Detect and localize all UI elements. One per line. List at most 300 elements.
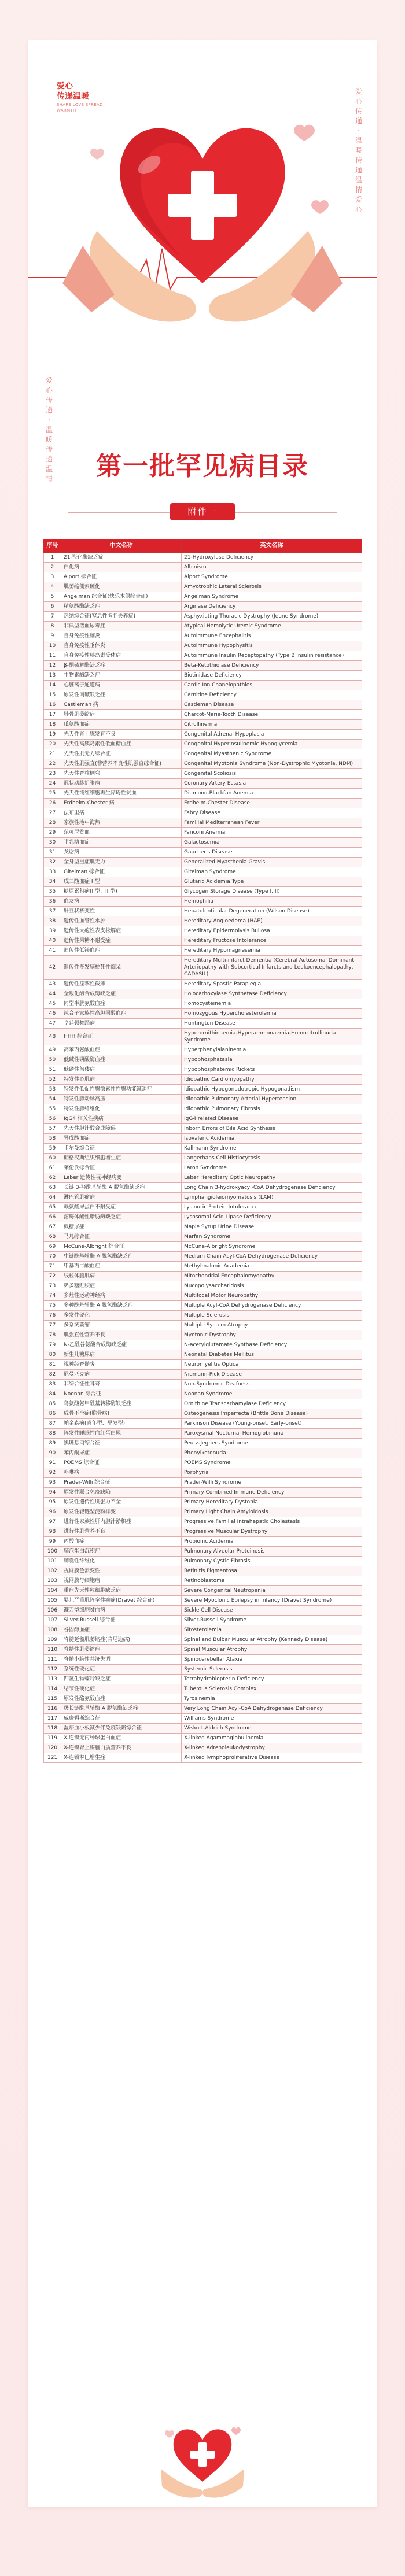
table-row [44, 1389, 362, 1399]
cell-english-name: Hyperphenylalaninemia [182, 1045, 362, 1055]
cell-number: 23 [44, 769, 61, 779]
cell-number: 9 [44, 631, 61, 641]
table-row [44, 838, 362, 848]
cell-number: 109 [44, 1635, 61, 1645]
cell-english-name: Phenylketonuria [182, 1448, 362, 1458]
cell-chinese-name: 自身免疫性垂体炎 [61, 641, 182, 651]
cell-chinese-name: 脊髓延髓肌萎缩症(肯尼迪病) [61, 1635, 182, 1645]
cell-english-name: Wiskott-Aldrich Syndrome [182, 1724, 362, 1734]
cell-chinese-name: 肺泡蛋白沉积症 [61, 1547, 182, 1557]
cell-number: 12 [44, 661, 61, 671]
cell-chinese-name: 枫糖尿症 [61, 1222, 182, 1232]
cell-english-name: N-acetylglutamate Synthase Deficiency [182, 1340, 362, 1350]
cell-english-name: Glycogen Storage Disease (Type I, II) [182, 887, 362, 897]
cell-chinese-name: 全身型重症肌无力 [61, 858, 182, 867]
cell-number: 11 [44, 651, 61, 661]
table-row [44, 1340, 362, 1350]
cell-chinese-name: 先天性高胰岛素性低血糖血症 [61, 740, 182, 749]
cell-number: 1 [44, 553, 61, 563]
cell-chinese-name: 高苯丙氨酸血症 [61, 1045, 182, 1055]
cell-chinese-name: McCune-Albright 综合征 [61, 1242, 182, 1252]
table-row [44, 848, 362, 858]
cell-english-name: Biotinidase Deficiency [182, 671, 362, 681]
cell-chinese-name: HHH 综合征 [61, 1029, 182, 1045]
attachment-tag: 附件一 [170, 503, 235, 520]
cell-number: 84 [44, 1389, 61, 1399]
table-row [44, 1232, 362, 1242]
cell-english-name: Multiple Sclerosis [182, 1311, 362, 1321]
table-row [44, 1055, 362, 1065]
cell-chinese-name: 结节性硬化症 [61, 1684, 182, 1694]
cell-chinese-name: 家族性地中海热 [61, 818, 182, 828]
cell-english-name: X-linked lymphoproliferative Disease [182, 1753, 362, 1763]
cell-english-name: Homocysteinemia [182, 999, 362, 1009]
cell-number: 93 [44, 1478, 61, 1488]
cell-chinese-name: 心脏离子通道病 [61, 681, 182, 690]
cell-english-name: Noonan Syndrome [182, 1389, 362, 1399]
cell-english-name: Idiopathic Pulmonary Arterial Hypertension [182, 1095, 362, 1104]
cell-number: 31 [44, 848, 61, 858]
cell-chinese-name: 苯丙酮尿症 [61, 1448, 182, 1458]
cell-chinese-name: 纯合子家族性高胆固醇血症 [61, 1009, 182, 1019]
cell-number: 96 [44, 1507, 61, 1517]
cell-number: 112 [44, 1665, 61, 1675]
cell-number: 66 [44, 1213, 61, 1222]
table-row [44, 740, 362, 749]
cell-english-name: Hereditary Hypomagnesemia [182, 946, 362, 956]
table-row [44, 1419, 362, 1429]
table-row [44, 1527, 362, 1537]
cell-number: 91 [44, 1458, 61, 1468]
cell-number: 72 [44, 1272, 61, 1281]
cell-chinese-name: Alport 综合征 [61, 572, 182, 582]
table-row [44, 1095, 362, 1104]
cell-chinese-name: 多种酰基辅酶 A 脱氢酶缺乏症 [61, 1301, 182, 1311]
cell-number: 76 [44, 1311, 61, 1321]
cell-number: 117 [44, 1714, 61, 1724]
cell-english-name: Tuberous Sclerosis Complex [182, 1684, 362, 1694]
cell-number: 90 [44, 1448, 61, 1458]
cell-chinese-name: 热纳综合征(窒息性胸腔失养症) [61, 612, 182, 622]
cell-english-name: Laron Syndrome [182, 1163, 362, 1173]
cell-number: 65 [44, 1203, 61, 1213]
cell-english-name: Mitochondrial Encephalomyopathy [182, 1272, 362, 1281]
cell-english-name: Tyrosinemia [182, 1694, 362, 1704]
header-english-name: 英文名称 [182, 539, 362, 553]
cell-chinese-name: X-连锁淋巴增生症 [61, 1753, 182, 1763]
cell-number: 28 [44, 818, 61, 828]
cell-number: 25 [44, 789, 61, 799]
cell-chinese-name: 遗传性果糖不耐受症 [61, 936, 182, 946]
cell-number: 6 [44, 602, 61, 612]
table-row [44, 1478, 362, 1488]
cell-english-name: Peutz-Jeghers Syndrome [182, 1439, 362, 1448]
cell-english-name: Ornithine Transcarbamylase Deficiency [182, 1399, 362, 1409]
cell-number: 68 [44, 1232, 61, 1242]
table-row [44, 867, 362, 877]
cell-chinese-name: 婴儿严重肌阵挛性癫痫(Dravet 综合征) [61, 1596, 182, 1606]
cell-english-name: 21-Hydroxylase Deficiency [182, 553, 362, 563]
cell-chinese-name: 阵发性睡眠性血红蛋白尿 [61, 1429, 182, 1439]
table-row [44, 1625, 362, 1635]
cell-english-name: Albinism [182, 563, 362, 572]
cell-english-name: Congenital Scoliosis [182, 769, 362, 779]
table-row [44, 1665, 362, 1675]
table-row [44, 1409, 362, 1419]
disease-table-wrapper [43, 539, 362, 1763]
cell-number: 38 [44, 916, 61, 926]
table-row [44, 1439, 362, 1448]
cell-english-name: Congenital Hyperinsulinemic Hypoglycemia [182, 740, 362, 749]
table-row [44, 1557, 362, 1566]
cell-english-name: Medium Chain Acyl-CoA Dehydrogenase Deficiency [182, 1252, 362, 1262]
table-row [44, 631, 362, 641]
cell-english-name: Hypophosphatemic Rickets [182, 1065, 362, 1075]
cell-number: 47 [44, 1019, 61, 1029]
table-row [44, 858, 362, 867]
cell-english-name: Isovaleric Acidemia [182, 1134, 362, 1144]
cell-chinese-name: 肺囊性纤维化 [61, 1557, 182, 1566]
cell-english-name: Pulmonary Alveolar Proteinosis [182, 1547, 362, 1557]
table-row [44, 1173, 362, 1183]
cell-number: 69 [44, 1242, 61, 1252]
cell-chinese-name: 多发性硬化 [61, 1311, 182, 1321]
cell-chinese-name: 自身免疫性胰岛素受体病 [61, 651, 182, 661]
table-row [44, 1684, 362, 1694]
cell-english-name: Retinoblastoma [182, 1576, 362, 1586]
table-row [44, 1566, 362, 1576]
table-row [44, 1507, 362, 1517]
table-row [44, 1154, 362, 1163]
cell-chinese-name: 视神经脊髓炎 [61, 1360, 182, 1370]
cell-chinese-name: 卡尔曼综合征 [61, 1144, 182, 1154]
cell-chinese-name: 溶酶体酸性脂肪酶缺乏症 [61, 1213, 182, 1222]
footer-illustration [28, 2405, 377, 2507]
cell-chinese-name: 非综合征性耳聋 [61, 1380, 182, 1389]
cell-chinese-name: 尼曼匹克病 [61, 1370, 182, 1380]
table-row [44, 1724, 362, 1734]
cell-english-name: Sitosterolemia [182, 1625, 362, 1635]
cell-number: 29 [44, 828, 61, 838]
table-row [44, 700, 362, 710]
table-row [44, 1380, 362, 1389]
table-row [44, 926, 362, 936]
cell-chinese-name: 卟啉病 [61, 1468, 182, 1478]
cell-chinese-name: 肌强直性营养不良 [61, 1330, 182, 1340]
cell-english-name: Hereditary Fructose Intolerance [182, 936, 362, 946]
cell-english-name: Kallmann Syndrome [182, 1144, 362, 1154]
cell-chinese-name: 湿疹血小板减少伴免疫缺陷综合征 [61, 1724, 182, 1734]
cell-english-name: Hepatolenticular Degeneration (Wilson Disease) [182, 907, 362, 916]
table-row [44, 563, 362, 572]
cell-chinese-name: Leber 遗传性视神经病变 [61, 1173, 182, 1183]
cell-english-name: Angelman Syndrome [182, 592, 362, 602]
cell-chinese-name: 谷固醇血症 [61, 1625, 182, 1635]
table-row [44, 916, 362, 926]
cell-chinese-name: 范可尼贫血 [61, 828, 182, 838]
table-row [44, 1517, 362, 1527]
cell-chinese-name: β-酮硫解酶缺乏症 [61, 661, 182, 671]
cell-number: 97 [44, 1517, 61, 1527]
cell-english-name: Idiopathic Hypogonadotropic Hypogonadism [182, 1085, 362, 1095]
cell-english-name: Carnitine Deficiency [182, 690, 362, 700]
table-row [44, 1114, 362, 1124]
table-row [44, 1134, 362, 1144]
cell-english-name: Gaucher's Disease [182, 848, 362, 858]
cell-number: 30 [44, 838, 61, 848]
cell-english-name: Autoimmune Insulin Receptopathy (Type B insulin resistance) [182, 651, 362, 661]
cell-english-name: Mucopolysaccharidosis [182, 1281, 362, 1291]
cell-number: 54 [44, 1095, 61, 1104]
cell-english-name: Systemic Sclerosis [182, 1665, 362, 1675]
table-row [44, 730, 362, 740]
vertical-slogan-right: 爱 心 传 递 · 温 暖 传 递 温 情 爱 心 [355, 87, 362, 213]
cell-chinese-name: 非典型溶血尿毒症 [61, 622, 182, 631]
cell-chinese-name: 肝豆状核变性 [61, 907, 182, 916]
cell-chinese-name: 原发性酪氨酸血症 [61, 1694, 182, 1704]
cell-english-name: Neuromyelitis Optica [182, 1360, 362, 1370]
cell-number: 8 [44, 622, 61, 631]
cell-number: 34 [44, 877, 61, 887]
table-row [44, 1458, 362, 1468]
cell-english-name: Primary Hereditary Dystonia [182, 1498, 362, 1507]
cell-number: 118 [44, 1724, 61, 1734]
cell-chinese-name: Silver-Russell 综合征 [61, 1616, 182, 1625]
table-row [44, 622, 362, 631]
table-row [44, 1104, 362, 1114]
table-row [44, 690, 362, 700]
cell-number: 42 [44, 956, 61, 980]
cell-english-name: Gitelman Syndrome [182, 867, 362, 877]
cell-number: 103 [44, 1576, 61, 1586]
cell-english-name: Myotonic Dystrophy [182, 1330, 362, 1340]
cell-chinese-name: 异戊酸血症 [61, 1134, 182, 1144]
cell-chinese-name: 特发性低促性腺激素性性腺功能减退症 [61, 1085, 182, 1095]
cell-chinese-name: 戊二酸血症 I 型 [61, 877, 182, 887]
cell-english-name: X-linked Agammaglobulinemia [182, 1734, 362, 1743]
cell-english-name: Charcot-Marie-Tooth Disease [182, 710, 362, 720]
table-row [44, 1596, 362, 1606]
table-row [44, 818, 362, 828]
cell-chinese-name: 进行性家族性肝内胆汁淤积症 [61, 1517, 182, 1527]
slogan-en: SHARE LOVE SPREAD WARMTH [57, 102, 103, 113]
cell-english-name: Fabry Disease [182, 808, 362, 818]
cell-number: 119 [44, 1734, 61, 1743]
cell-number: 77 [44, 1321, 61, 1330]
cell-chinese-name: 21-羟化酶缺乏症 [61, 553, 182, 563]
cell-number: 94 [44, 1488, 61, 1498]
table-row [44, 1213, 362, 1222]
cell-number: 78 [44, 1330, 61, 1340]
cell-chinese-name: 先天性纯红细胞再生障碍性贫血 [61, 789, 182, 799]
rare-disease-table [43, 539, 362, 1763]
table-row [44, 720, 362, 730]
cell-english-name: Beta-Ketothiolase Deficiency [182, 661, 362, 671]
cell-chinese-name: 帕金森病(青年型、早发型) [61, 1419, 182, 1429]
cell-chinese-name: 低碱性磷酸酶血症 [61, 1055, 182, 1065]
table-row [44, 1242, 362, 1252]
cell-english-name: Primary Light Chain Amyloidosis [182, 1507, 362, 1517]
cell-english-name: Arginase Deficiency [182, 602, 362, 612]
cell-chinese-name: 白化病 [61, 563, 182, 572]
table-row [44, 1009, 362, 1019]
cell-chinese-name: 原发性联合免疫缺陷 [61, 1488, 182, 1498]
cell-number: 10 [44, 641, 61, 651]
cell-chinese-name: 镰刀型细胞贫血病 [61, 1606, 182, 1616]
table-row [44, 612, 362, 622]
cell-english-name: Maple Syrup Urine Disease [182, 1222, 362, 1232]
cell-english-name: Homozygous Hypercholesterolemia [182, 1009, 362, 1019]
cell-number: 18 [44, 720, 61, 730]
table-row [44, 1144, 362, 1154]
cell-english-name: Coronary Artery Ectasia [182, 779, 362, 789]
table-row [44, 1704, 362, 1714]
cell-number: 27 [44, 808, 61, 818]
table-row [44, 553, 362, 563]
cell-chinese-name: 淋巴管肌瘤病 [61, 1193, 182, 1203]
cell-chinese-name: 遗传性痉挛性截瘫 [61, 980, 182, 989]
table-row [44, 681, 362, 690]
cell-english-name: Sickle Cell Disease [182, 1606, 362, 1616]
cell-english-name: Williams Syndrome [182, 1714, 362, 1724]
cell-chinese-name: 先天性肌强直(非营养不良性肌强直综合征) [61, 759, 182, 769]
table-row [44, 936, 362, 946]
cell-english-name: Prader-Willi Syndrome [182, 1478, 362, 1488]
vertical-slogan-left: 爱 心 传 递 · 温 暖 传 递 温 情 [45, 376, 53, 483]
cell-number: 7 [44, 612, 61, 622]
table-row [44, 1743, 362, 1753]
cell-english-name: Leber Hereditary Optic Neuropathy [182, 1173, 362, 1183]
cell-chinese-name: 视网膜母细胞瘤 [61, 1576, 182, 1586]
table-row [44, 592, 362, 602]
cell-english-name: Progressive Muscular Dystrophy [182, 1527, 362, 1537]
cell-chinese-name: Prader-Willi 综合征 [61, 1478, 182, 1488]
table-row [44, 572, 362, 582]
table-row [44, 1019, 362, 1029]
cell-number: 55 [44, 1104, 61, 1114]
cell-number: 19 [44, 730, 61, 740]
cell-chinese-name: 腓骨肌萎缩症 [61, 710, 182, 720]
cell-number: 2 [44, 563, 61, 572]
cell-english-name: Langerhans Cell Histiocytosis [182, 1154, 362, 1163]
table-row [44, 661, 362, 671]
cell-chinese-name: 全羧化酶合成酶缺乏症 [61, 989, 182, 999]
cell-number: 40 [44, 936, 61, 946]
cell-number: 22 [44, 759, 61, 769]
table-row [44, 1586, 362, 1596]
cell-english-name: Niemann-Pick Disease [182, 1370, 362, 1380]
cell-number: 56 [44, 1114, 61, 1124]
cell-number: 121 [44, 1753, 61, 1763]
cell-english-name: Fanconi Anemia [182, 828, 362, 838]
cell-number: 15 [44, 690, 61, 700]
cell-number: 98 [44, 1527, 61, 1537]
cell-chinese-name: 同型半胱氨酸血症 [61, 999, 182, 1009]
cell-number: 62 [44, 1173, 61, 1183]
cell-english-name: Hypophosphatasia [182, 1055, 362, 1065]
cell-chinese-name: 鸟氨酸氨甲酰基转移酶缺乏症 [61, 1399, 182, 1409]
cell-english-name: Spinal Muscular Atrophy [182, 1645, 362, 1655]
cell-english-name: Lysinuric Protein Intolerance [182, 1203, 362, 1213]
cell-english-name: Galactosemia [182, 838, 362, 848]
table-row [44, 1085, 362, 1095]
cell-english-name: Idiopathic Cardiomyopathy [182, 1075, 362, 1085]
cell-number: 85 [44, 1399, 61, 1409]
cell-number: 67 [44, 1222, 61, 1232]
cell-chinese-name: 遗传性血管性水肿 [61, 916, 182, 926]
cell-english-name: Paroxysmal Nocturnal Hemoglobinuria [182, 1429, 362, 1439]
cell-chinese-name: 法布里病 [61, 808, 182, 818]
cell-number: 101 [44, 1557, 61, 1566]
cell-chinese-name: 先天性肌无力综合征 [61, 749, 182, 759]
cell-number: 20 [44, 740, 61, 749]
table-row [44, 1321, 362, 1330]
cell-english-name: McCune-Albright Syndrome [182, 1242, 362, 1252]
cell-english-name: Retinitis Pigmentosa [182, 1566, 362, 1576]
table-row [44, 1547, 362, 1557]
cell-chinese-name: Angelman 综合征(快乐木偶综合征) [61, 592, 182, 602]
table-row [44, 1734, 362, 1743]
cell-english-name: Very Long Chain Acyl-CoA Dehydrogenase Deficiency [182, 1704, 362, 1714]
cell-chinese-name: IgG4 相关性疾病 [61, 1114, 182, 1124]
table-row [44, 1537, 362, 1547]
cell-chinese-name: 生物素酶缺乏症 [61, 671, 182, 681]
table-row [44, 710, 362, 720]
table-row [44, 1694, 362, 1704]
cell-number: 113 [44, 1675, 61, 1684]
cell-english-name: Atypical Hemolytic Uremic Syndrome [182, 622, 362, 631]
cell-number: 86 [44, 1409, 61, 1419]
cell-english-name: Glutaric Acidemia Type I [182, 877, 362, 887]
table-row [44, 582, 362, 592]
cell-number: 81 [44, 1360, 61, 1370]
cell-chinese-name: N-乙酰谷氨酸合成酶缺乏症 [61, 1340, 182, 1350]
table-row [44, 956, 362, 980]
cell-number: 61 [44, 1163, 61, 1173]
cell-english-name: Asphyxiating Thoracic Dystrophy (Jeune Syndrome) [182, 612, 362, 622]
cell-number: 95 [44, 1498, 61, 1507]
table-row [44, 1281, 362, 1291]
table-row [44, 828, 362, 838]
cell-number: 111 [44, 1655, 61, 1665]
cell-chinese-name: 特发性肺纤维化 [61, 1104, 182, 1114]
cell-number: 35 [44, 887, 61, 897]
cell-number: 102 [44, 1566, 61, 1576]
cell-number: 41 [44, 946, 61, 956]
table-row [44, 1675, 362, 1684]
table-row [44, 1183, 362, 1193]
page-title: 第一批罕见病目录 [96, 452, 309, 481]
cell-number: 105 [44, 1596, 61, 1606]
cell-chinese-name: 血友病 [61, 897, 182, 907]
cell-number: 110 [44, 1645, 61, 1655]
cell-english-name: Progressive Familial Intrahepatic Cholestasis [182, 1517, 362, 1527]
cell-chinese-name: 特发性肺动脉高压 [61, 1095, 182, 1104]
cell-english-name: X-linked Adrenoleukodystrophy [182, 1743, 362, 1753]
table-row [44, 808, 362, 818]
cell-number: 89 [44, 1439, 61, 1448]
cell-english-name: IgG4 related Disease [182, 1114, 362, 1124]
cell-english-name: POEMS Syndrome [182, 1458, 362, 1468]
cell-chinese-name: 原发性肉碱缺乏症 [61, 690, 182, 700]
cell-number: 99 [44, 1537, 61, 1547]
hero-illustration [28, 40, 377, 364]
table-row [44, 759, 362, 769]
cell-number: 51 [44, 1065, 61, 1075]
cell-english-name: Alport Syndrome [182, 572, 362, 582]
cell-number: 107 [44, 1616, 61, 1625]
cell-chinese-name: 成骨不全症(脆骨病) [61, 1409, 182, 1419]
